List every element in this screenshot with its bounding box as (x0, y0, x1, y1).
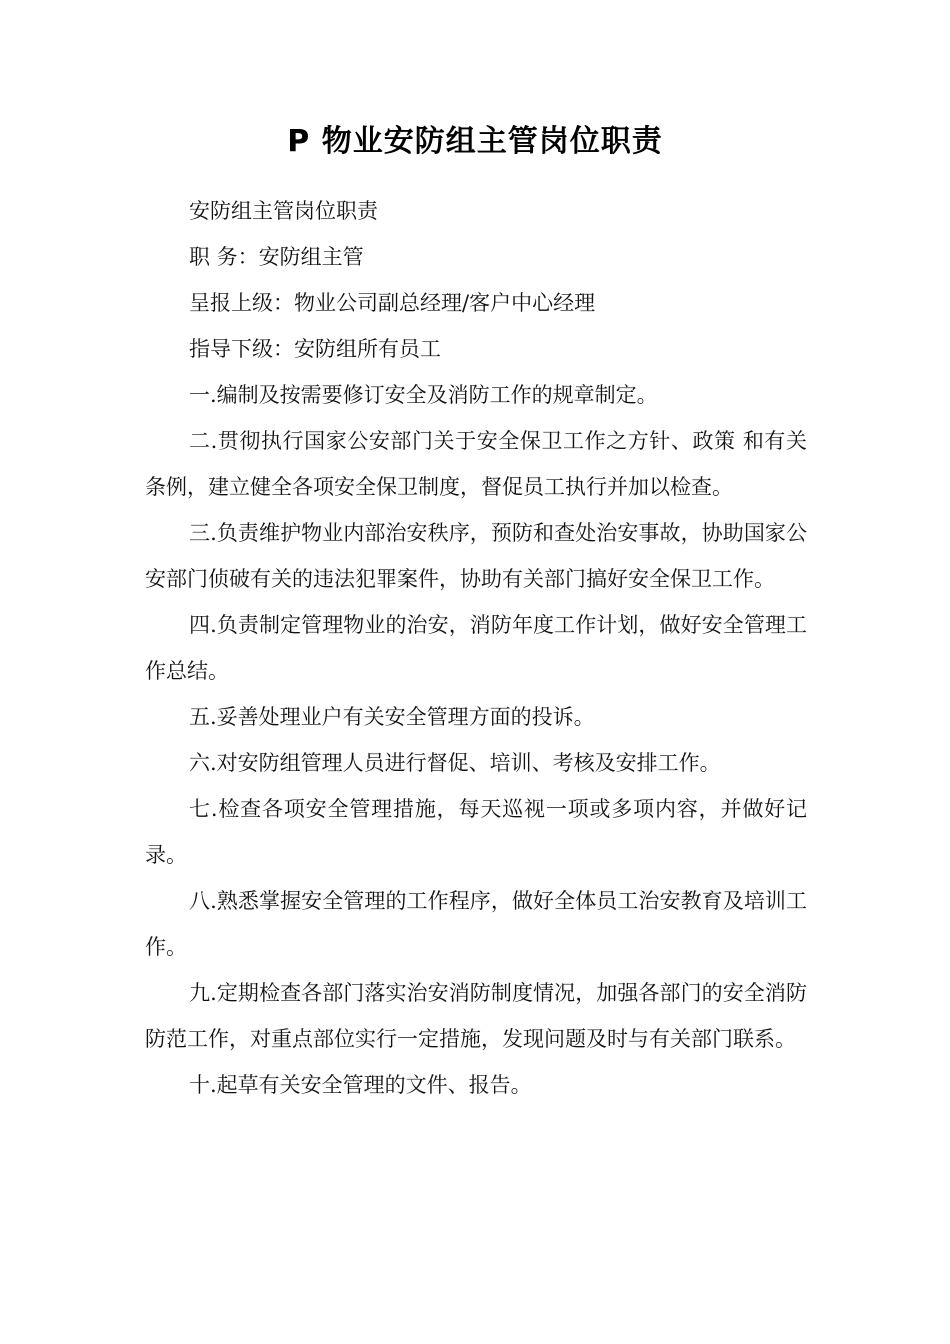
duty-item-9: 九.定期检查各部门落实治安消防制度情况，加强各部门的安全消防防范工作，对重点部位实行一定措施，发现问题及时与有关部门联系。 (145, 981, 807, 1051)
section-heading: 安防组主管岗位职责 (189, 199, 378, 223)
duty-item-7: 七.检查各项安全管理措施，每天巡视一项或多项内容，并做好记录。 (145, 797, 807, 867)
duty-item-2: 二.贯彻执行国家公安部门关于安全保卫工作之方针、政策 和有关条例，建立健全各项安全保卫制度，督促员工执行并加以检查。 (145, 429, 807, 499)
subordinates-line: 指导下级：安防组所有员工 (189, 337, 441, 361)
reports-to-line: 呈报上级：物业公司副总经理/客户中心经理 (189, 291, 596, 315)
duty-item-1: 一.编制及按需要修订安全及消防工作的规章制定。 (189, 383, 658, 407)
position-line: 职 务：安防组主管 (189, 245, 364, 269)
duty-item-3: 三.负责维护物业内部治安秩序，预防和查处治安事故，协助国家公安部门侦破有关的违法犯罪案件，协助有关部门搞好安全保卫工作。 (145, 521, 807, 591)
duty-item-10: 十.起草有关安全管理的文件、报告。 (189, 1073, 532, 1097)
duty-item-5: 五.妥善处理业户有关安全管理方面的投诉。 (189, 705, 595, 729)
duty-item-6: 六.对安防组管理人员进行督促、培训、考核及安排工作。 (189, 751, 721, 775)
duty-item-4: 四.负责制定管理物业的治安，消防年度工作计划，做好安全管理工作总结。 (145, 613, 807, 683)
duty-item-8: 八.熟悉掌握安全管理的工作程序，做好全体员工治安教育及培训工作。 (145, 889, 807, 959)
document-title: P 物业安防组主管岗位职责 (287, 124, 663, 159)
document-body (145, 188, 807, 1108)
